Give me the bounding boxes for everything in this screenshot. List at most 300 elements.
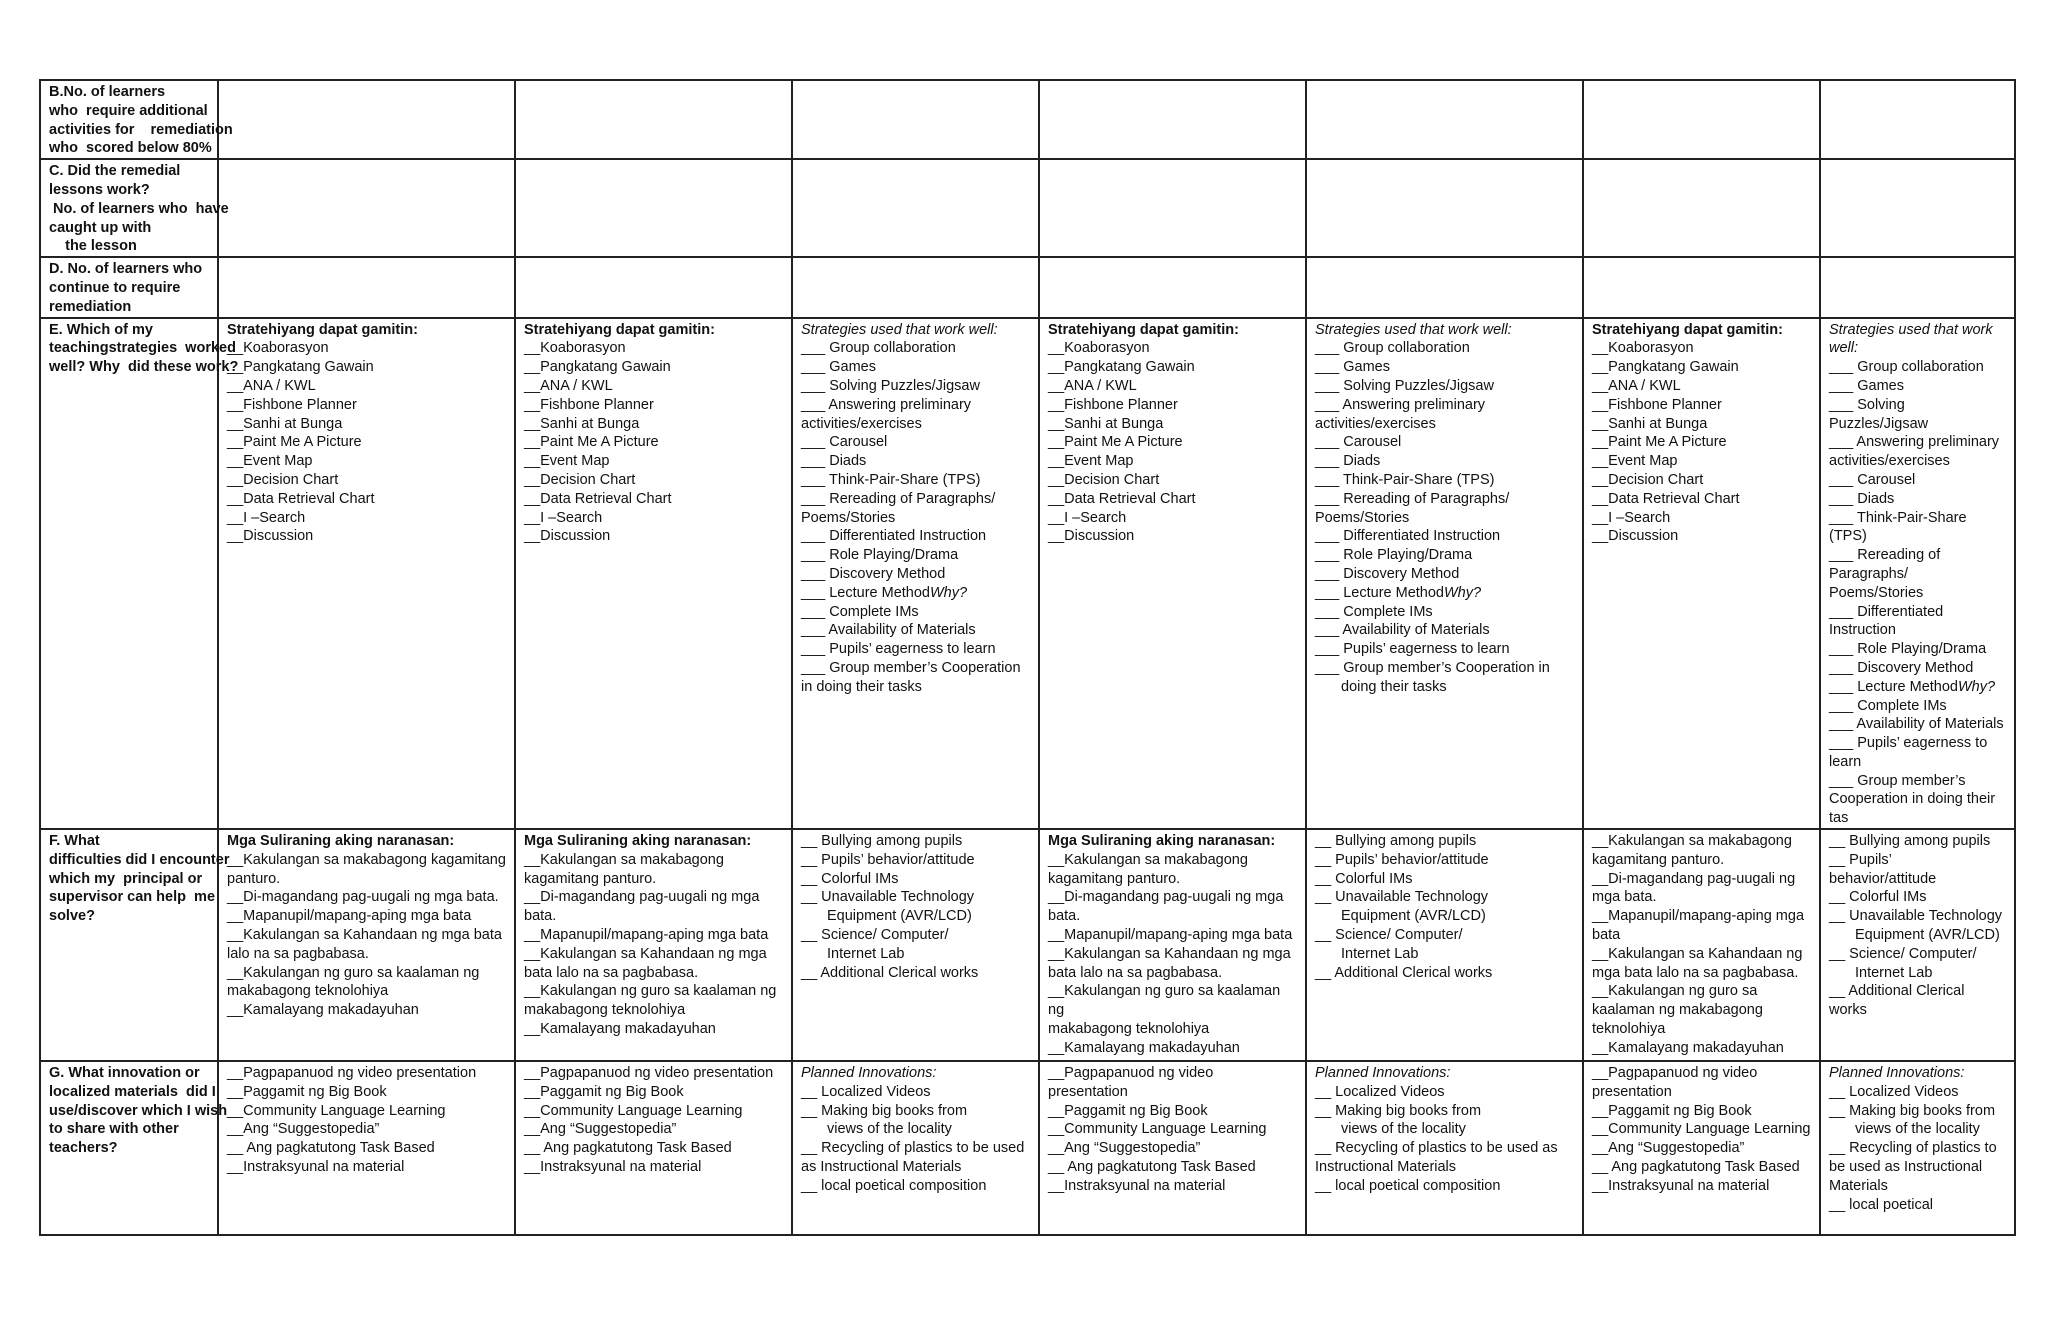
cell-heading: Stratehiyang dapat gamitin: (1048, 321, 1239, 338)
cell-line: __Pagpapanuod ng video presentation (1048, 1065, 1214, 1100)
table-cell (1039, 318, 1306, 830)
cell-line: learn (1829, 753, 1862, 770)
cell-line: __I –Search (1592, 509, 1671, 526)
cell-line: __Kakulangan sa Kahandaan ng mga (524, 945, 767, 962)
row-label-line: use/discover which I wish (49, 1102, 228, 1119)
cell-line: views of the locality (1341, 1121, 1466, 1138)
cell-line: __ Additional Clerical works (801, 964, 979, 981)
cell-line: bata lalo na sa pagbabasa. (1048, 964, 1223, 981)
row-label-line: solve? (49, 908, 95, 925)
cell-line: __ANA / KWL (1048, 377, 1137, 394)
cell-line: __Decision Chart (1592, 471, 1704, 488)
cell-line: ___ Group member’s (1829, 772, 1966, 789)
cell-line: __ Additional Clerical works (1829, 983, 1965, 1019)
cell-line: __Instraksyunal na material (524, 1159, 702, 1176)
cell-line: kagamitang panturo. (1592, 851, 1725, 868)
cell-line: __ local poetical (1829, 1196, 1933, 1213)
cell-line: ___ Pupils’ eagerness to (1829, 735, 1988, 752)
cell-line: __Pangkatang Gawain (524, 359, 671, 376)
table-cell (1039, 1061, 1306, 1235)
cell-line: ___ Carousel (1829, 471, 1916, 488)
row-label-line: caught up with (49, 219, 152, 236)
cell-line: ___ Carousel (1315, 434, 1402, 451)
row-label-line: teachingstrategies worked (49, 340, 236, 357)
table-cell (1306, 318, 1583, 830)
row-c-remedial-lessons (40, 159, 2015, 257)
cell-line: ___ Think-Pair-Share (TPS) (1829, 509, 1967, 545)
cell-line: __Event Map (1048, 453, 1134, 470)
cell-line: __ local poetical composition (801, 1177, 987, 1194)
cell-line: __ Unavailable Technology (1829, 908, 2003, 925)
cell-line: __Data Retrieval Chart (1048, 490, 1196, 507)
row-label-line: F. What (49, 833, 100, 850)
row-b-remediation (40, 80, 2015, 159)
cell-line: __Instraksyunal na material (1592, 1177, 1770, 1194)
cell-line: __Paint Me A Picture (1048, 434, 1183, 451)
cell-line: __Pagpapanuod ng video presentation (227, 1065, 477, 1082)
cell-line: __ Localized Videos (1829, 1083, 1959, 1100)
row-label-line: lessons work? (49, 181, 150, 198)
cell-line: __I –Search (524, 509, 603, 526)
cell-line: __Kakulangan sa Kahandaan ng mga (1048, 945, 1291, 962)
cell-heading: Stratehiyang dapat gamitin: (227, 321, 418, 338)
table-cell (515, 159, 792, 257)
cell-line: __ Science/ Computer/ (801, 927, 949, 944)
cell-line: __Discussion (524, 528, 611, 545)
cell-line: __Paggamit ng Big Book (1048, 1102, 1208, 1119)
table-cell (1583, 318, 1820, 830)
cell-line: ___ Diads (1829, 490, 1895, 507)
cell-line: __Kakulangan ng guro sa kaalaman ng (1048, 983, 1281, 1019)
cell-line: ___ Discovery Method (801, 565, 946, 582)
cell-line: teknolohiya (1592, 1021, 1666, 1038)
cell-line: __ Ang pagkatutong Task Based (1048, 1159, 1256, 1176)
cell-line: ___ Group collaboration (1315, 340, 1470, 357)
cell-line: Equipment (AVR/LCD) (1341, 908, 1486, 925)
cell-line: __Event Map (524, 453, 610, 470)
cell-line: bata. (1048, 908, 1081, 925)
cell-line: behavior/attitude (1829, 870, 1937, 887)
cell-line: __Event Map (1592, 453, 1678, 470)
cell-line: __ Pupils’ behavior/attitude (1315, 851, 1489, 868)
cell-line: __I –Search (227, 509, 306, 526)
cell-line: __Discussion (1048, 528, 1135, 545)
cell-line: ___ Role Playing/Drama (1315, 547, 1473, 564)
cell-line: __Ang “Suggestopedia” (227, 1121, 380, 1138)
why-label: Why? (929, 584, 968, 601)
cell-line: ___ Solving Puzzles/Jigsaw (801, 377, 980, 394)
cell-line: __ Ang pagkatutong Task Based (227, 1140, 435, 1157)
cell-line: ___ Diads (1315, 453, 1381, 470)
cell-line: __Decision Chart (1048, 471, 1160, 488)
table-cell (1306, 80, 1583, 159)
cell-line: ___ Rereading of Paragraphs/ (1315, 490, 1510, 507)
row-d-continue-remediation (40, 257, 2015, 317)
cell-line: __Event Map (227, 453, 313, 470)
cell-line: __ Making big books from (1829, 1102, 1996, 1119)
cell-line: Poems/Stories (801, 509, 896, 526)
cell-line: __ Colorful IMs (801, 870, 899, 887)
cell-line: __Paint Me A Picture (1592, 434, 1727, 451)
table-cell (792, 257, 1039, 317)
cell-line: ___ Games (1315, 359, 1390, 376)
cell-line: ___ Discovery Method (1829, 659, 1974, 676)
cell-line: __ Recycling of plastics to be used as (1315, 1140, 1558, 1157)
cell-line: __Community Language Learning (524, 1102, 743, 1119)
cell-line: __Community Language Learning (227, 1102, 446, 1119)
cell-line: ___ Group collaboration (1829, 359, 1984, 376)
cell-line: ___ Group collaboration (801, 340, 956, 357)
row-label-line: G. What innovation or (49, 1065, 200, 1082)
cell-line: makabagong teknolohiya (524, 1002, 686, 1019)
cell-line: kagamitang panturo. (524, 870, 657, 887)
table-cell (792, 829, 1039, 1061)
cell-line: __Data Retrieval Chart (227, 490, 375, 507)
cell-line: views of the locality (827, 1121, 952, 1138)
cell-line: ___ Pupils’ eagerness to learn (801, 641, 996, 658)
cell-line: as Instructional Materials (801, 1159, 962, 1176)
cell-line: Cooperation in doing their (1829, 791, 1996, 808)
cell-line: __Ang “Suggestopedia” (1048, 1140, 1201, 1157)
cell-line: makabagong teknolohiya (227, 983, 389, 1000)
cell-line: __Kakulangan sa makabagong (1592, 833, 1792, 850)
cell-line: mga bata lalo na sa pagbabasa. (1592, 964, 1799, 981)
cell-line: __Pagpapanuod ng video presentation (524, 1065, 774, 1082)
cell-line: Internet Lab (1855, 964, 1933, 981)
cell-line: __ Pupils’ behavior/attitude (801, 851, 975, 868)
cell-line: ___ Solving Puzzles/Jigsaw (1315, 377, 1494, 394)
row-g-innovations (40, 1061, 2015, 1235)
cell-line: __Fishbone Planner (227, 396, 357, 413)
table-cell (1306, 159, 1583, 257)
cell-line: __Pangkatang Gawain (1592, 359, 1739, 376)
cell-line: __ Science/ Computer/ (1829, 945, 1977, 962)
cell-line: __Paggamit ng Big Book (524, 1083, 684, 1100)
cell-line: __Sanhi at Bunga (1048, 415, 1164, 432)
cell-line: __Kakulangan sa makabagong (1048, 851, 1248, 868)
cell-line: ___ Lecture MethodWhy? (801, 584, 968, 601)
cell-heading: Mga Suliraning aking naranasan: (524, 833, 752, 850)
cell-line: __Mapanupil/mapang-aping mga bata (227, 908, 472, 925)
cell-line: Paragraphs/ (1829, 565, 1908, 582)
cell-line: __ Unavailable Technology (1315, 889, 1489, 906)
cell-line: __Fishbone Planner (524, 396, 654, 413)
table-cell (515, 318, 792, 830)
cell-line: kagamitang panturo. (1048, 870, 1181, 887)
table-cell (792, 1061, 1039, 1235)
cell-line: ___ Lecture MethodWhy? (1829, 678, 1996, 695)
cell-line: __Koaborasyon (1592, 340, 1694, 357)
row-label-line: to share with other (49, 1121, 179, 1138)
cell-line: __Pagpapanuod ng video (1592, 1065, 1758, 1082)
cell-line: __ Localized Videos (801, 1083, 931, 1100)
cell-line: __Data Retrieval Chart (524, 490, 672, 507)
row-label-line: continue to require (49, 279, 181, 296)
cell-line: Internet Lab (827, 945, 905, 962)
cell-line: __Di-magandang pag-uugali ng mga (1048, 889, 1284, 906)
cell-line: __ Additional Clerical works (1315, 964, 1493, 981)
cell-line: __Fishbone Planner (1048, 396, 1178, 413)
cell-line: __ Bullying among pupils (1829, 833, 1991, 850)
cell-line: __ Localized Videos (1315, 1083, 1445, 1100)
table-cell (1820, 159, 2015, 257)
cell-line: __Kakulangan ng guro sa kaalaman ng (524, 983, 777, 1000)
row-label (40, 318, 239, 830)
cell-line: __Mapanupil/mapang-aping mga (1592, 908, 1805, 925)
cell-line: __Community Language Learning (1048, 1121, 1267, 1138)
cell-line: __Kakulangan sa makabagong (524, 851, 724, 868)
cell-line: kaalaman ng makabagong (1592, 1002, 1763, 1019)
cell-line: __Kakulangan ng guro sa kaalaman ng (227, 964, 480, 981)
table-cell (218, 80, 515, 159)
cell-line: ___ Games (801, 359, 876, 376)
cell-line: activities/exercises (1315, 415, 1436, 432)
row-label-line: localized materials did I (49, 1083, 216, 1100)
row-label (40, 1061, 228, 1235)
cell-line: ___ Differentiated Instruction (1315, 528, 1501, 545)
row-label-line: who require additional (49, 102, 208, 119)
cell-line: __Paggamit ng Big Book (1592, 1102, 1752, 1119)
table-cell (515, 829, 792, 1061)
cell-line: bata (1592, 927, 1621, 944)
cell-line: tas (1829, 810, 1849, 827)
cell-line: __Koaborasyon (524, 340, 626, 357)
cell-line: __Data Retrieval Chart (1592, 490, 1740, 507)
cell-line: ___ Availability of Materials (1829, 716, 2004, 733)
table-cell (792, 159, 1039, 257)
row-label-line: activities for remediation (49, 121, 233, 138)
cell-line: __Mapanupil/mapang-aping mga bata (524, 927, 769, 944)
cell-heading: Strategies used that work (1829, 321, 1993, 338)
row-label-line: well? Why did these work? (49, 359, 239, 376)
table-cell (1306, 1061, 1583, 1235)
row-label-line: who scored below 80% (49, 140, 212, 157)
cell-line: __Di-magandang pag-uugali ng mga bata. (227, 889, 499, 906)
cell-line: ___ Availability of Materials (801, 622, 976, 639)
cell-line: mga bata. (1592, 889, 1657, 906)
cell-line: Instructional Materials (1315, 1159, 1457, 1176)
cell-line: ___ Think-Pair-Share (TPS) (1315, 471, 1495, 488)
cell-line: in doing their tasks (801, 678, 922, 695)
cell-line: __ Colorful IMs (1829, 889, 1927, 906)
cell-heading: Mga Suliraning aking naranasan: (227, 833, 455, 850)
cell-heading: Planned Innovations: (801, 1065, 937, 1082)
table-cell (1583, 159, 1820, 257)
cell-line: presentation (1592, 1083, 1672, 1100)
row-label-line: E. Which of my (49, 321, 153, 338)
cell-line: ___ Differentiated Instruction (801, 528, 987, 545)
cell-heading: Stratehiyang dapat gamitin: (524, 321, 715, 338)
cell-line: ___ Solving Puzzles/Jigsaw (1829, 396, 1929, 432)
cell-line: ___ Complete IMs (1829, 697, 1947, 714)
row-label-line: C. Did the remedial (49, 163, 181, 180)
row-label-line: D. No. of learners who (49, 261, 203, 278)
cell-line: doing their tasks (1341, 678, 1447, 695)
cell-line: ___ Rereading of Paragraphs/ (801, 490, 996, 507)
table-cell (1039, 829, 1306, 1061)
cell-line: __Sanhi at Bunga (1592, 415, 1708, 432)
cell-heading: Planned Innovations: (1829, 1065, 1965, 1082)
cell-line: __Kamalayang makadayuhan (227, 1002, 419, 1019)
cell-line: activities/exercises (1829, 453, 1950, 470)
table-cell (1306, 829, 1583, 1061)
table-cell (1583, 257, 1820, 317)
cell-line: __ Ang pagkatutong Task Based (1592, 1159, 1800, 1176)
cell-line: bata lalo na sa pagbabasa. (524, 964, 699, 981)
cell-line: __ANA / KWL (227, 377, 316, 394)
cell-heading: Planned Innovations: (1315, 1065, 1451, 1082)
cell-line: Materials (1829, 1177, 1888, 1194)
cell-line: ___ Group member’s Cooperation in (1315, 659, 1550, 676)
cell-line: __Discussion (227, 528, 314, 545)
row-label (40, 257, 218, 317)
cell-line: ___ Games (1829, 377, 1904, 394)
row-e-strategies (40, 318, 2015, 830)
cell-line: Equipment (AVR/LCD) (1855, 927, 2000, 944)
table-cell (515, 1061, 792, 1235)
cell-line: __ Unavailable Technology (801, 889, 975, 906)
cell-line: __Mapanupil/mapang-aping mga bata (1048, 927, 1293, 944)
cell-heading: Stratehiyang dapat gamitin: (1592, 321, 1783, 338)
row-label-line: the lesson (49, 238, 137, 255)
cell-line: __Kakulangan sa Kahandaan ng mga bata (227, 927, 502, 944)
row-label-line: No. of learners who have (49, 200, 229, 217)
cell-line: __ Colorful IMs (1315, 870, 1413, 887)
cell-line: __Ang “Suggestopedia” (524, 1121, 677, 1138)
cell-line: ___ Carousel (801, 434, 888, 451)
table-cell (1583, 829, 1820, 1061)
cell-line: ___ Lecture MethodWhy? (1315, 584, 1482, 601)
why-label: Why? (1957, 678, 1996, 695)
table-cell (1820, 318, 2015, 830)
table-cell (218, 318, 515, 830)
cell-line: __Paint Me A Picture (227, 434, 362, 451)
cell-line: __ Making big books from (1315, 1102, 1482, 1119)
cell-line: ___ Availability of Materials (1315, 622, 1490, 639)
cell-line: __Paggamit ng Big Book (227, 1083, 387, 1100)
row-label-line: supervisor can help me (49, 889, 216, 906)
cell-line: __Kamalayang makadayuhan (524, 1021, 716, 1038)
cell-line: __Pangkatang Gawain (1048, 359, 1195, 376)
why-label: Why? (1443, 584, 1482, 601)
cell-line: ___ Think-Pair-Share (TPS) (801, 471, 981, 488)
cell-line: __ Recycling of plastics to be used (801, 1140, 1025, 1157)
cell-line: activities/exercises (801, 415, 922, 432)
cell-line: lalo na sa pagbabasa. (227, 945, 369, 962)
cell-line: __Community Language Learning (1592, 1121, 1811, 1138)
cell-line: Internet Lab (1341, 945, 1419, 962)
cell-line: __Decision Chart (227, 471, 339, 488)
cell-line: __Kakulangan sa makabagong kagamitang (227, 851, 506, 868)
cell-line: Poems/Stories (1315, 509, 1410, 526)
table-cell (1039, 159, 1306, 257)
cell-heading: Strategies used that work well: (801, 321, 998, 338)
row-label-line: teachers? (49, 1140, 118, 1157)
table-cell (1820, 257, 2015, 317)
cell-line: Poems/Stories (1829, 584, 1924, 601)
cell-line: bata. (524, 908, 557, 925)
cell-line: ___ Role Playing/Drama (1829, 641, 1987, 658)
cell-line: __Sanhi at Bunga (227, 415, 343, 432)
table-cell (218, 159, 515, 257)
cell-line: __Paint Me A Picture (524, 434, 659, 451)
cell-line: __Instraksyunal na material (1048, 1177, 1226, 1194)
table-cell (1039, 80, 1306, 159)
cell-line: __Koaborasyon (1048, 340, 1150, 357)
cell-line: __Di-magandang pag-uugali ng mga (524, 889, 760, 906)
cell-line: __ANA / KWL (1592, 377, 1681, 394)
cell-line: ___ Rereading of (1829, 547, 1941, 564)
cell-line: ___ Answering preliminary (1829, 434, 2000, 451)
table-cell (1820, 80, 2015, 159)
cell-line: ___ Differentiated (1829, 603, 1944, 620)
cell-line: __ANA / KWL (524, 377, 613, 394)
row-label-line: B.No. of learners (49, 84, 166, 100)
cell-line: __Kakulangan sa Kahandaan ng (1592, 945, 1803, 962)
cell-line: __I –Search (1048, 509, 1127, 526)
table-cell (792, 318, 1039, 830)
table-cell (1820, 829, 2015, 1061)
cell-line: __Kamalayang makadayuhan (1592, 1039, 1784, 1056)
dll-reflection-table (39, 79, 2016, 1236)
row-label-line: difficulties did I encounter (49, 851, 230, 868)
cell-line: __Di-magandang pag-uugali ng (1592, 870, 1796, 887)
row-label (40, 829, 230, 1061)
row-label (40, 159, 229, 257)
cell-line: ___ Pupils’ eagerness to learn (1315, 641, 1510, 658)
row-label (40, 80, 233, 159)
cell-line: views of the locality (1855, 1121, 1980, 1138)
cell-line: panturo. (227, 870, 281, 887)
cell-line: ___ Role Playing/Drama (801, 547, 959, 564)
cell-line: __Kakulangan ng guro sa (1592, 983, 1758, 1000)
table-cell (792, 80, 1039, 159)
table-cell (218, 829, 515, 1061)
row-label-line: which my principal or (49, 870, 203, 887)
table-cell (515, 257, 792, 317)
cell-line: __Instraksyunal na material (227, 1159, 405, 1176)
cell-line: __ Bullying among pupils (801, 833, 963, 850)
cell-line: __Kamalayang makadayuhan (1048, 1039, 1240, 1056)
row-f-difficulties (40, 829, 2015, 1061)
cell-line: __ Making big books from (801, 1102, 968, 1119)
table-cell (1820, 1061, 2015, 1235)
cell-heading: Strategies used that work well: (1315, 321, 1512, 338)
cell-line: ___ Complete IMs (801, 603, 919, 620)
cell-line: __ Ang pagkatutong Task Based (524, 1140, 732, 1157)
cell-line: __ Science/ Computer/ (1315, 927, 1463, 944)
cell-heading: well: (1829, 340, 1859, 357)
cell-line: __Koaborasyon (227, 340, 329, 357)
cell-line: makabagong teknolohiya (1048, 1021, 1210, 1038)
table-cell (1583, 1061, 1820, 1235)
cell-line: __Pangkatang Gawain (227, 359, 374, 376)
cell-line: __ local poetical composition (1315, 1177, 1501, 1194)
cell-line: __ Bullying among pupils (1315, 833, 1477, 850)
cell-line: __ Pupils’ (1829, 851, 1892, 868)
cell-line: __Decision Chart (524, 471, 636, 488)
cell-line: be used as Instructional (1829, 1159, 1983, 1176)
cell-line: Instruction (1829, 622, 1896, 639)
table-cell (218, 1061, 515, 1235)
table-cell (1583, 80, 1820, 159)
cell-line: __Discussion (1592, 528, 1679, 545)
cell-line: ___ Group member’s Cooperation (801, 659, 1021, 676)
cell-line: ___ Discovery Method (1315, 565, 1460, 582)
cell-heading: Mga Suliraning aking naranasan: (1048, 833, 1276, 850)
cell-line: __ Recycling of plastics to (1829, 1140, 1997, 1157)
cell-line: Equipment (AVR/LCD) (827, 908, 972, 925)
